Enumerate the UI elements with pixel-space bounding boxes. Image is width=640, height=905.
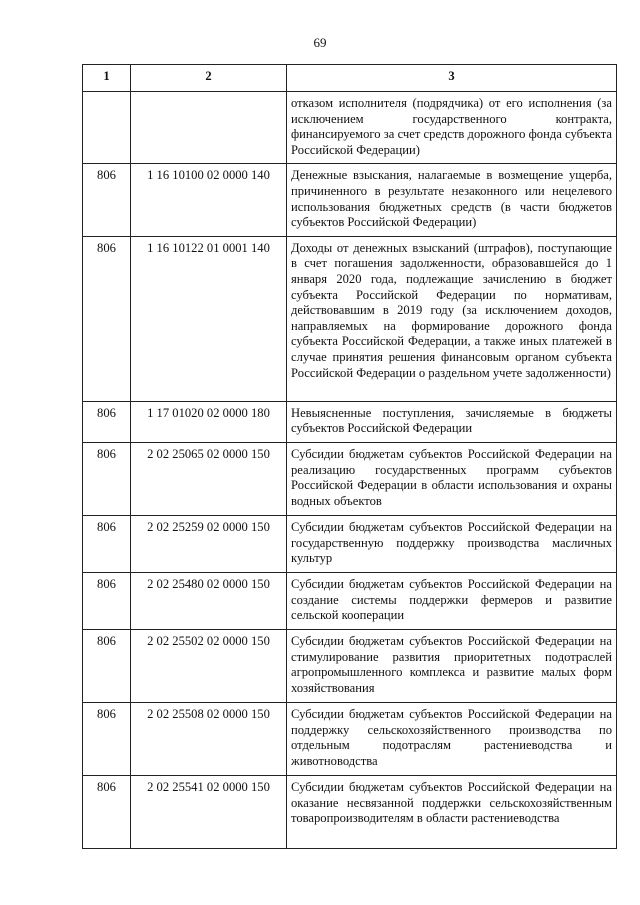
table-row <box>83 164 617 236</box>
table-row <box>83 442 617 515</box>
kbk-code-cell: 2 02 25541 02 0000 150 <box>131 775 287 848</box>
description-cell: Субсидии бюджетам субъектов Российской Федерации на поддержку сельскохозяйственного производства по отдельным подотраслям растениеводства и животноводства <box>287 702 617 775</box>
table-row <box>83 629 617 702</box>
table-row <box>83 92 617 164</box>
table-row <box>83 236 617 401</box>
kbk-code-cell: 2 02 25259 02 0000 150 <box>131 515 287 572</box>
column-header-3: 3 <box>287 65 617 92</box>
admin-code-cell: 806 <box>83 401 131 442</box>
description-cell: Субсидии бюджетам субъектов Российской Федерации на государственную поддержку производства масличных культур <box>287 515 617 572</box>
kbk-code-cell: 2 02 25508 02 0000 150 <box>131 702 287 775</box>
description-cell: Доходы от денежных взысканий (штрафов), поступающие в счет погашения задолженности, образовавшейся до 1 января 2020 года, подлежащие зачислению в бюджет субъекта Российской Федерации по нормативам, действовавшим в 2019 году (за исключением доходов, направляемых на формирование дорожного фонда субъекта Российской Федерации, а также иных платежей в случае принятия решения финансовым органом субъекта Российской Федерации о раздельном учете задолженности) <box>287 236 617 401</box>
description-cell: Денежные взыскания, налагаемые в возмещение ущерба, причиненного в результате незаконного или нецелевого использования бюджетных средств (в части бюджетов субъектов Российской Федерации) <box>287 164 617 236</box>
admin-code-cell: 806 <box>83 515 131 572</box>
description-cell: Субсидии бюджетам субъектов Российской Федерации на оказание несвязанной поддержки сельскохозяйственным товаропроизводителям в области растениеводства <box>287 775 617 848</box>
admin-code-cell <box>83 92 131 164</box>
admin-code-cell: 806 <box>83 572 131 629</box>
table-row <box>83 515 617 572</box>
table-row <box>83 775 617 848</box>
kbk-code-cell: 2 02 25502 02 0000 150 <box>131 629 287 702</box>
description-cell: Субсидии бюджетам субъектов Российской Федерации на реализацию государственных программ субъектов Российской Федерации в области использования и охраны водных объектов <box>287 442 617 515</box>
kbk-code-cell: 1 16 10122 01 0001 140 <box>131 236 287 401</box>
table-row <box>83 702 617 775</box>
admin-code-cell: 806 <box>83 702 131 775</box>
table-header-row <box>83 65 617 92</box>
description-cell: Субсидии бюджетам субъектов Российской Федерации на создание системы поддержки фермеров и развитие сельской кооперации <box>287 572 617 629</box>
description-cell: отказом исполнителя (подрядчика) от его исполнения (за исключением государственного контракта, финансируемого за счет средств дорожного фонда субъекта Российской Федерации) <box>287 92 617 164</box>
column-header-2: 2 <box>131 65 287 92</box>
kbk-code-cell: 2 02 25480 02 0000 150 <box>131 572 287 629</box>
admin-code-cell: 806 <box>83 775 131 848</box>
table-row <box>83 572 617 629</box>
table-row <box>83 401 617 442</box>
admin-code-cell: 806 <box>83 236 131 401</box>
description-cell: Субсидии бюджетам субъектов Российской Федерации на стимулирование развития приоритетных подотраслей агропромышленного комплекса и развитие малых форм хозяйствования <box>287 629 617 702</box>
column-header-1: 1 <box>83 65 131 92</box>
kbk-code-cell <box>131 92 287 164</box>
revenue-codes-table <box>82 64 617 849</box>
kbk-code-cell: 1 16 10100 02 0000 140 <box>131 164 287 236</box>
admin-code-cell: 806 <box>83 164 131 236</box>
page-number: 69 <box>313 35 327 50</box>
description-cell: Невыясненные поступления, зачисляемые в бюджеты субъектов Российской Федерации <box>287 401 617 442</box>
admin-code-cell: 806 <box>83 442 131 515</box>
kbk-code-cell: 1 17 01020 02 0000 180 <box>131 401 287 442</box>
kbk-code-cell: 2 02 25065 02 0000 150 <box>131 442 287 515</box>
admin-code-cell: 806 <box>83 629 131 702</box>
